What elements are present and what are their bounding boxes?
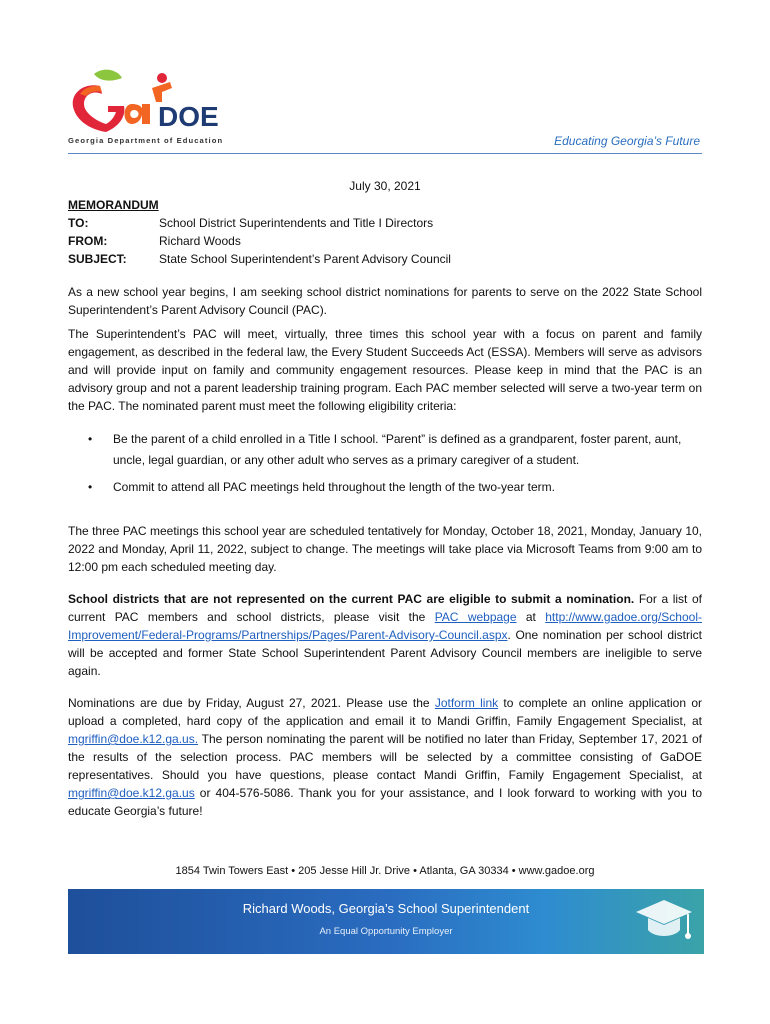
text-span: . One nomination per school district will be accepted and former State School Superintendent Parent Advisory Council members are ineligible to serve again. bbox=[68, 628, 702, 678]
list-item: • Commit to attend all PAC meetings held throughout the length of the two-year term. bbox=[88, 477, 702, 498]
paragraph-pac-overview: The Superintendent’s PAC will meet, virtually, three times this school year with a focus on parent and family engagement, as described in the federal law, the Every Student Succeeds Act (ESSA). Members will serve as advisors and will provide input on family and community engagement resources. Please keep in mind that the PAC is an advisory group and not a parent leadership training program. Each PAC member selected will serve a two-year term on the PAC. The nominated parent must meet the following eligibility criteria: bbox=[68, 327, 702, 413]
memo-subject-row bbox=[68, 250, 451, 268]
banner-eoe: An Equal Opportunity Employer bbox=[319, 926, 453, 937]
memo-from-label: FROM: bbox=[68, 234, 108, 248]
memo-header bbox=[68, 196, 451, 268]
memo-to-label: TO: bbox=[68, 216, 89, 230]
header-rule bbox=[68, 153, 702, 154]
jotform-link[interactable]: Jotform link bbox=[434, 696, 499, 710]
pac-webpage-link[interactable]: PAC webpage bbox=[434, 610, 517, 624]
email-link[interactable]: mgriffin@doe.k12.ga.us. bbox=[68, 732, 199, 746]
memo-subject-label: SUBJECT: bbox=[68, 252, 127, 266]
text-span: Nominations are due by Friday, August 27, 2021. Please use the bbox=[68, 696, 435, 710]
email-link[interactable]: mgriffin@doe.k12.ga.us bbox=[68, 786, 195, 800]
memo-to-row bbox=[68, 214, 451, 232]
text-span: The person nominating the parent will be notified no later than Friday, September 17, 2021 of the results of the selection process. PAC members will be selected by a committee consisting of GaDOE representatives. Should you have questions, please contact Mandi Griffin, Family Engagement Specialist, at bbox=[68, 732, 702, 782]
org-name: Georgia Department of Education bbox=[68, 136, 224, 145]
tagline: Educating Georgia’s Future bbox=[554, 134, 700, 148]
footer-address: 1854 Twin Towers East • 205 Jesse Hill Jr. Drive • Atlanta, GA 30334 • www.gadoe.org bbox=[175, 865, 595, 877]
eligibility-list bbox=[88, 429, 702, 504]
eligibility-bold-text: School districts that are not represented on the current PAC are eligible to submit a nomination. bbox=[68, 592, 635, 606]
footer-banner bbox=[68, 889, 704, 954]
paragraph-eligibility bbox=[68, 590, 702, 680]
paragraph-intro: As a new school year begins, I am seeking school district nominations for parents to serve on the 2022 State School Superintendent’s Parent Advisory Council (PAC). bbox=[68, 285, 702, 317]
pac-url-link[interactable]: http://www.gadoe.org/School-Improvement/Federal-Programs/Partnerships/Pages/Parent-Advisory-Council.aspx bbox=[68, 610, 702, 642]
memo-from-value: Richard Woods bbox=[159, 234, 241, 248]
svg-text:DOE: DOE bbox=[158, 101, 219, 132]
paragraph-nominations bbox=[68, 694, 702, 820]
text-span: to complete an online application or upload a completed, hard copy of the application and email it to Mandi Griffin, Family Engagement Specialist, at bbox=[68, 696, 702, 728]
memo-date: July 30, 2021 bbox=[349, 179, 421, 193]
text-span: at bbox=[516, 610, 546, 624]
paragraph-meetings: The three PAC meetings this school year are scheduled tentatively for Monday, October 18, 2021, Monday, January 10, 2022 and Monday, April 11, 2022, subject to change. The meetings will take place via Microsoft Teams from 9:00 am to 12:00 pm each scheduled meeting day. bbox=[68, 524, 702, 574]
memo-title: MEMORANDUM bbox=[68, 198, 159, 212]
memo-from-row bbox=[68, 232, 451, 250]
text-span: or 404-576-5086. Thank you for your assistance, and I look forward to working with you to educate Georgia’s future! bbox=[68, 786, 702, 818]
list-item: • Be the parent of a child enrolled in a Title I school. “Parent” is defined as a grandparent, foster parent, aunt, uncle, legal guardian, or any other adult who serves as a primary caregiver of a student. bbox=[88, 429, 702, 471]
banner-superintendent: Richard Woods, Georgia’s School Superintendent bbox=[242, 901, 530, 916]
graduation-cap-icon bbox=[634, 894, 694, 950]
memo-subject-value: State School Superintendent’s Parent Advisory Council bbox=[159, 252, 451, 266]
memo-to-value: School District Superintendents and Title I Directors bbox=[159, 216, 434, 230]
text-span: For a list of current PAC members and school districts, please visit the bbox=[68, 592, 702, 624]
